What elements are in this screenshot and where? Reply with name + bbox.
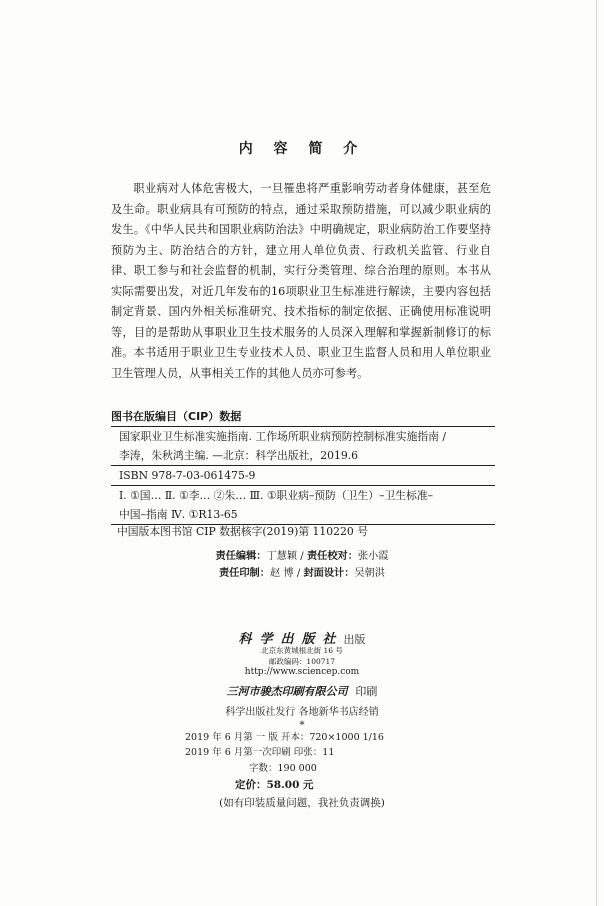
cip-author-line: 李涛，朱秋鸿主编. —北京：科学出版社，2019.6 (119, 449, 358, 462)
printing-line: 2019 年 6 月第一次印刷 印张：11 (185, 747, 335, 758)
cip-heading: 图书在版编目（CIP）数据 (111, 410, 242, 423)
cip-class-line: 中国–指南 Ⅳ. ①R13-65 (119, 508, 238, 521)
editor-name: 丁慧颖 (266, 551, 298, 562)
publisher-address-block (0, 646, 604, 667)
price-value: 58.00 元 (266, 779, 314, 791)
publisher-postcode: 邮政编码：100717 (268, 656, 336, 666)
cip-record-box (111, 426, 495, 525)
print-name: 赵 博 (269, 568, 294, 579)
publisher-logo-text: 科学出版社 (238, 632, 344, 647)
publisher-name (0, 628, 604, 647)
cip-subject-line: Ⅰ. ①国… Ⅱ. ①李… ②朱… Ⅲ. ①职业病–预防（卫生）–卫生标准– (119, 489, 434, 502)
printer-suffix: 印刷 (355, 685, 378, 698)
distribution-line: 科学出版社发行 各地新华书店经销 (225, 707, 379, 718)
separator-star: * (299, 720, 305, 731)
printer-line (0, 683, 604, 699)
design-name: 吴朝洪 (354, 568, 385, 579)
credits-line-1: 责任编辑：丁慧颖 / 责任校对：张小霞 (215, 550, 389, 562)
page-title: 内 容 简 介 (238, 141, 366, 157)
editor-label: 责任编辑： (215, 550, 267, 562)
print-label: 责任印制： (219, 567, 270, 579)
credits-line-2: 责任印制：赵 博 / 封面设计：吴朝洪 (219, 567, 385, 579)
word-count: 字数：190 000 (249, 763, 317, 774)
design-label: 封面设计： (303, 567, 355, 579)
price-line (235, 777, 314, 792)
cip-title-line: 国家职业卫生标准实施指南. 工作场所职业病预防控制标准实施指南 / (119, 430, 447, 443)
intro-paragraph-1 (111, 179, 491, 364)
publisher-url: http://www.sciencep.com (244, 667, 360, 677)
cip-isbn-line: ISBN 978-7-03-061475-9 (119, 469, 256, 482)
quality-notice: (如有印装质量问题，我社负责调换) (219, 797, 385, 809)
publisher-suffix: 出版 (343, 633, 366, 646)
intro-text-1: 职业病对人体危害极大，一旦罹患将严重影响劳动者身体健康，甚至危及生命。职业病具有可预防的特点，通过采取预防措施，可以减少职业病的发生。《中华人民共和国职业病防治法》中明确规定，职业病防治工作要坚持预防为主、防治结合的方针，建立用人单位负责、行政机关监管、行业自律、职工参与和社会监督的机制，实行分类管理、综合治理的原则。本书从实际需要出发，对近几年发布的16项职业卫生标准进行解读，主要内容包括制定背景、国内外相关标准研究、技术指标的制定依据、正确使用标准说明等，目的是帮助从事职业卫生技术服务的人员深入理解和掌握新制修订的标准。 (111, 182, 491, 359)
proof-label: 责任校对： (306, 550, 358, 562)
intro-text-2: 本书适用于职业卫生专业技术人员、职业卫生监督人员和用人单位职业卫生管理人员，从事相关工作的其他人员亦可参考。 (111, 346, 491, 380)
proof-name: 张小霞 (357, 551, 389, 562)
price-label: 定价： (235, 779, 267, 791)
edition-line: 2019 年 6 月第 一 版 开本：720×1000 1/16 (185, 732, 384, 743)
printer-name: 三河市骏杰印刷有限公司 (226, 685, 348, 698)
publisher-address: 北京东黄城根北街 16 号 (261, 646, 343, 655)
cip-footer: 中国版本图书馆 CIP 数据核字(2019)第 110220 号 (117, 525, 368, 538)
intro-paragraph-2 (111, 343, 491, 384)
